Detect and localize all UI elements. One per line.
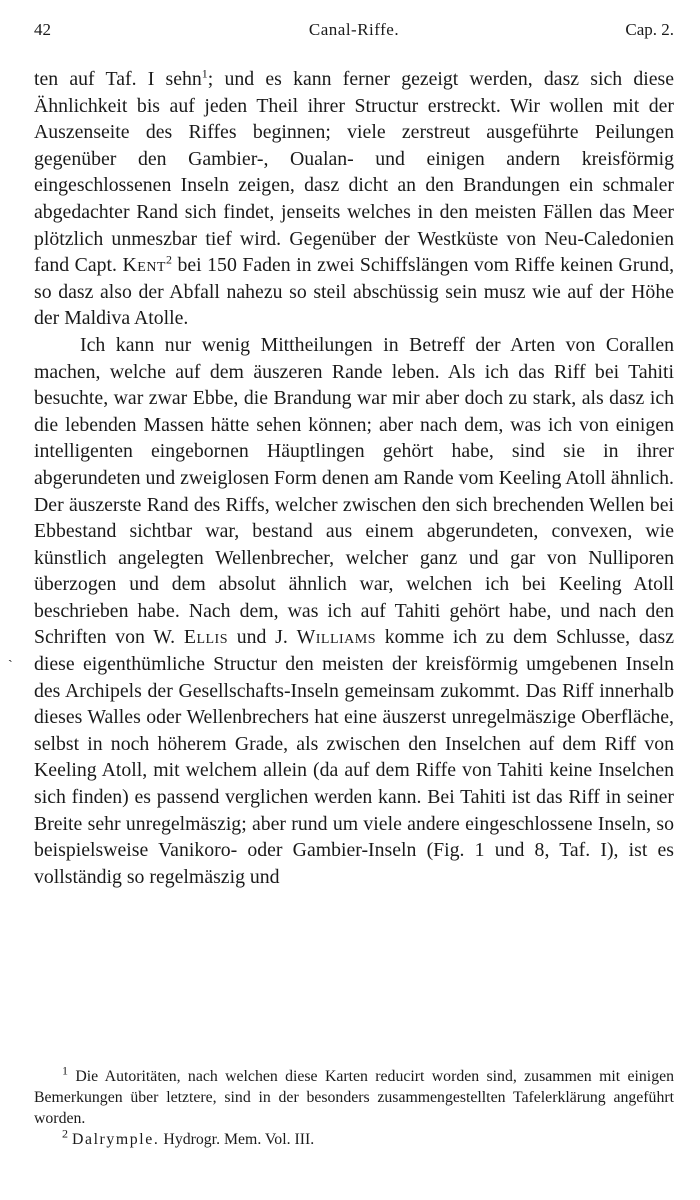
footnote-ref[interactable]: 1 (201, 66, 208, 81)
footnotes (34, 1063, 675, 1150)
footnote-text: Hydrogr. Mem. Vol. III. (163, 1131, 315, 1148)
margin-mark: ˎ (8, 648, 13, 663)
author-name: Williams (296, 626, 377, 649)
paragraph-2 (34, 332, 674, 890)
author-name: Kent (122, 254, 166, 277)
footnote-marker: 1 (62, 1063, 68, 1078)
footnote-ref[interactable]: 2 (165, 252, 172, 267)
footnote-marker: 2 (62, 1126, 68, 1141)
paragraph-text: und J. (236, 626, 288, 649)
paragraph-text: Ich kann nur wenig Mittheilungen in Betreff der Arten von Corallen machen, welche auf dem äuszeren Rande leben. Als ich das Riff bei Tahiti besuchte, war zwar Ebbe, die Brandung war mir aber doch zu stark, als dasz ich die lebenden Massen hätte sehen können; aber nach dem, was ich von einigen intelligenten eingebornen Häuptlingen gehört habe, sind sie in ihrer abgerundeten und zweiglosen Form denen am Rande vom Keeling Atoll ähnlich. Der äuszerste Rand des Riffs, welcher zwischen den sich brechenden Wellen bei Ebbestand sichtbar war, bestand aus einem abgerundeten, convexen, wie künstlich angelegten Wellenbrecher, welcher ganz und gar von Nulliporen überzogen und dem absolut ähnlich war, welchen ich bei Keeling Atoll beschrieben habe. Nach dem, was ich auf Tahiti gehört habe, und nach den Schriften von W. (34, 333, 674, 649)
paragraph-text: ; und es kann ferner gezeigt werden, dasz sich diese Ähnlichkeit bis auf jeden Theil ihrer Structur erstreckt. Wir wollen mit der Auszenseite des Riffes beginnen; viele zerstreut ausgeführte Peilungen gegenüber den Gambier-, Oualan- und einigen andern kreisförmig eingeschlossenen Inseln zeigen, dasz dicht an den Brandungen ein schmaler abgedachter Rand sich findet, jenseits welches in den meisten Fällen das Meer plötzlich unmeszbar tief wird. Gegenüber der Westküste von Neu-Caledonien fand Capt. (34, 68, 674, 277)
author-name: Ellis (183, 626, 228, 649)
body-text (34, 66, 674, 890)
footnote-2 (34, 1126, 674, 1150)
chapter-label: Cap. 2. (625, 20, 674, 39)
document-page (8, 20, 675, 1180)
footnote-author: Dalrymple. (71, 1131, 160, 1148)
footnote-1 (34, 1063, 675, 1129)
paragraph-text: ten auf Taf. I sehn (34, 68, 202, 90)
page-header (34, 20, 674, 46)
paragraph-text: bei 150 Faden in zwei Schiffslängen vom Riffe keinen Grund, so dasz also der Abfall nahezu so steil abschüssig sein musz wie auf der Höhe der Maldiva Atolle. (34, 254, 675, 330)
running-head: Canal-Riffe. (308, 20, 400, 39)
paragraph-1 (34, 66, 674, 332)
footnote-text: Die Autoritäten, nach welchen diese Karten reducirt worden sind, zusammen mit einigen Bemerkungen über letztere, sind in der besonders zusammengestellten Tafelerklärung angeführt worden. (34, 1068, 675, 1127)
paragraph-text: komme ich zu dem Schlusse, dasz diese eigenthümliche Structur den meisten der kreisförmig umgebenen Inseln des Archipels der Gesellschafts-Inseln gemeinsam zukommt. Das Riff innerhalb dieses Walles oder Wellenbrechers hat eine äuszerst unregelmäszige Oberfläche, selbst in noch höherem Grade, als zwischen den Inselchen auf dem Riff von Keeling Atoll, mit welchem allein (da auf dem Riffe von Tahiti keine Inselchen sich finden) es passend verglichen werden kann. Bei Tahiti ist das Riff in seiner Breite sehr unregelmäszig; aber rund um viele andere eingeschlossene Inseln, so beispielsweise Vanikoro- oder Gambier-Inseln (Fig. 1 und 8, Taf. I), ist es vollständig so regelmäszig und (34, 626, 675, 888)
page-number: 42 (34, 20, 51, 39)
